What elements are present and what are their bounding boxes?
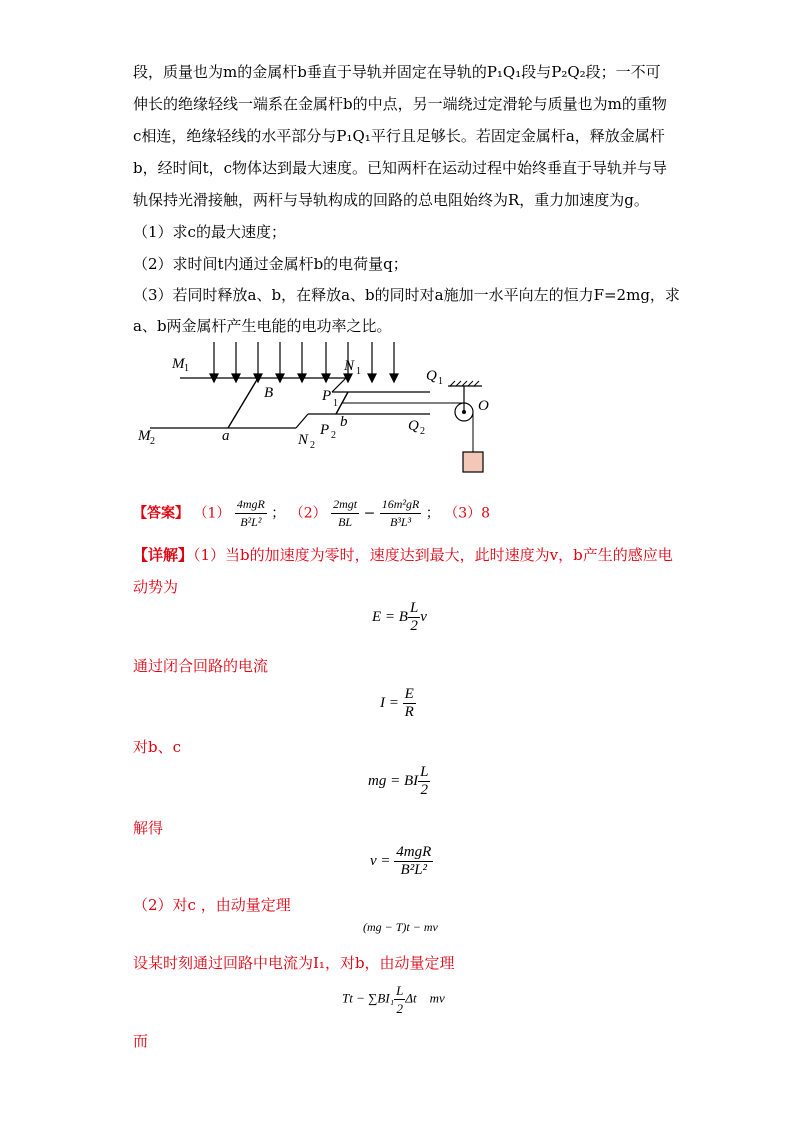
text-current: 通过闭合回路的电流 — [133, 657, 269, 675]
label-n1-sub: 1 — [356, 366, 361, 377]
label-m2: M — [138, 428, 151, 444]
field-arrows — [210, 342, 398, 382]
problem-paragraph: 段，质量也为m的金属杆b垂直于导轨并固定在导轨的P₁Q₁段与P₂Q₂段；一不可伸长的绝缘轻线一端系在金属杆b的中点，另一端绕过定滑轮与质量也为m的重物c相连，绝缘轻线的水平部分与P₁Q₁平行且足够长。若固定金属杆a，释放金属杆b，经时间t，c物体达到最大速度。已知两杆在运动过程中始终垂直于导轨并与导轨保持光滑接触，两杆与导轨构成的回路的总电阻始终为R，重力加速度为g。 — [133, 63, 668, 209]
text-bc: 对b、c — [133, 738, 182, 756]
solution-tag: 【详解】 — [133, 546, 194, 564]
label-q1-sub: 1 — [438, 376, 443, 387]
label-p1: P — [322, 388, 332, 404]
answer-1-fraction: $\frac{\text{4mgR}}{\text{B²L²}}$ — [236, 497, 265, 529]
text-er: 而 — [133, 1032, 149, 1050]
text-solve: 解得 — [133, 819, 164, 837]
answer-part-2: （2） — [289, 505, 327, 522]
solution-line-1: 【详解】（1）当b的加速度为零时，速度达到最大，此时速度为v，b产生的感应电 — [133, 546, 673, 564]
label-q1: Q — [426, 368, 437, 384]
answer-2-fraction-1: $\frac{\text{2mgt}}{BL}$ — [333, 497, 358, 529]
equation-momentum-c: (mg − T)t − mv — [363, 920, 438, 934]
label-b: b — [340, 414, 348, 430]
label-p2: P — [320, 422, 330, 438]
label-p1-sub: 1 — [333, 398, 338, 409]
label-m2-sub: 2 — [150, 436, 155, 447]
equation-force-balance: mg = BI $\frac{L}{2}$ — [368, 764, 429, 798]
solution-part-2: （2）对c ，由动量定理 — [133, 896, 291, 914]
equation-emf: E = B $\frac{L}{2}$ v — [372, 600, 427, 634]
label-n2-sub: 2 — [310, 440, 315, 451]
equation-momentum-b: Tt − ∑BI₁ $\frac{L}{2}$ Δt mv — [342, 983, 445, 1016]
label-B: B — [264, 385, 274, 401]
question-3-line-2: a、b两金属杆产生电能的电功率之比。 — [133, 317, 392, 335]
rail-n2-p2 — [296, 414, 308, 428]
answer-part-1: （1） — [193, 505, 231, 522]
equation-velocity: v = $\frac{\text{4mgR}}{\text{B²L²}}$ — [370, 844, 432, 878]
text-set-current: 设某时刻通过回路中电流为I₁，对b，由动量定理 — [133, 954, 455, 972]
label-O: O — [478, 398, 489, 414]
answer-line: 【答案】 （1） $\frac{\text{4mgR}}{\text{B²L²}}$ ； （2） $\frac{\text{2mgt}}{BL}$ − $\frac{\text{16m²gR}}{\text{B³L³}}$ ； （3）8 — [133, 497, 491, 529]
question-3-line-1: （3）若同时释放a、b，在释放a、b的同时对a施加一水平向左的恒力F=2mg，求 — [133, 286, 680, 304]
rod-a — [228, 378, 258, 428]
label-q2-sub: 2 — [420, 426, 425, 437]
label-n1: N — [344, 358, 355, 374]
answer-2-fraction-2: $\frac{\text{16m²gR}}{\text{B³L³}}$ — [381, 497, 420, 529]
label-q2: Q — [408, 418, 419, 434]
label-m1-sub: 1 — [184, 363, 189, 374]
rail-diagram — [130, 340, 500, 475]
equation-current: I = $\frac{E}{R}$ — [380, 686, 414, 720]
weight-c — [463, 452, 483, 472]
question-1: （1）求c的最大速度； — [133, 223, 286, 241]
label-p2-sub: 2 — [331, 430, 336, 441]
label-m1: M — [172, 356, 185, 372]
answer-tag: 【答案】 — [133, 505, 189, 522]
rail-n1-p1 — [332, 378, 346, 392]
answer-part-3: （3）8 — [444, 505, 491, 522]
label-n2: N — [298, 432, 309, 448]
solution-line-2: 动势为 — [133, 578, 179, 596]
question-2: （2）求时间t内通过金属杆b的电荷量q； — [133, 255, 408, 273]
label-a: a — [222, 428, 230, 444]
